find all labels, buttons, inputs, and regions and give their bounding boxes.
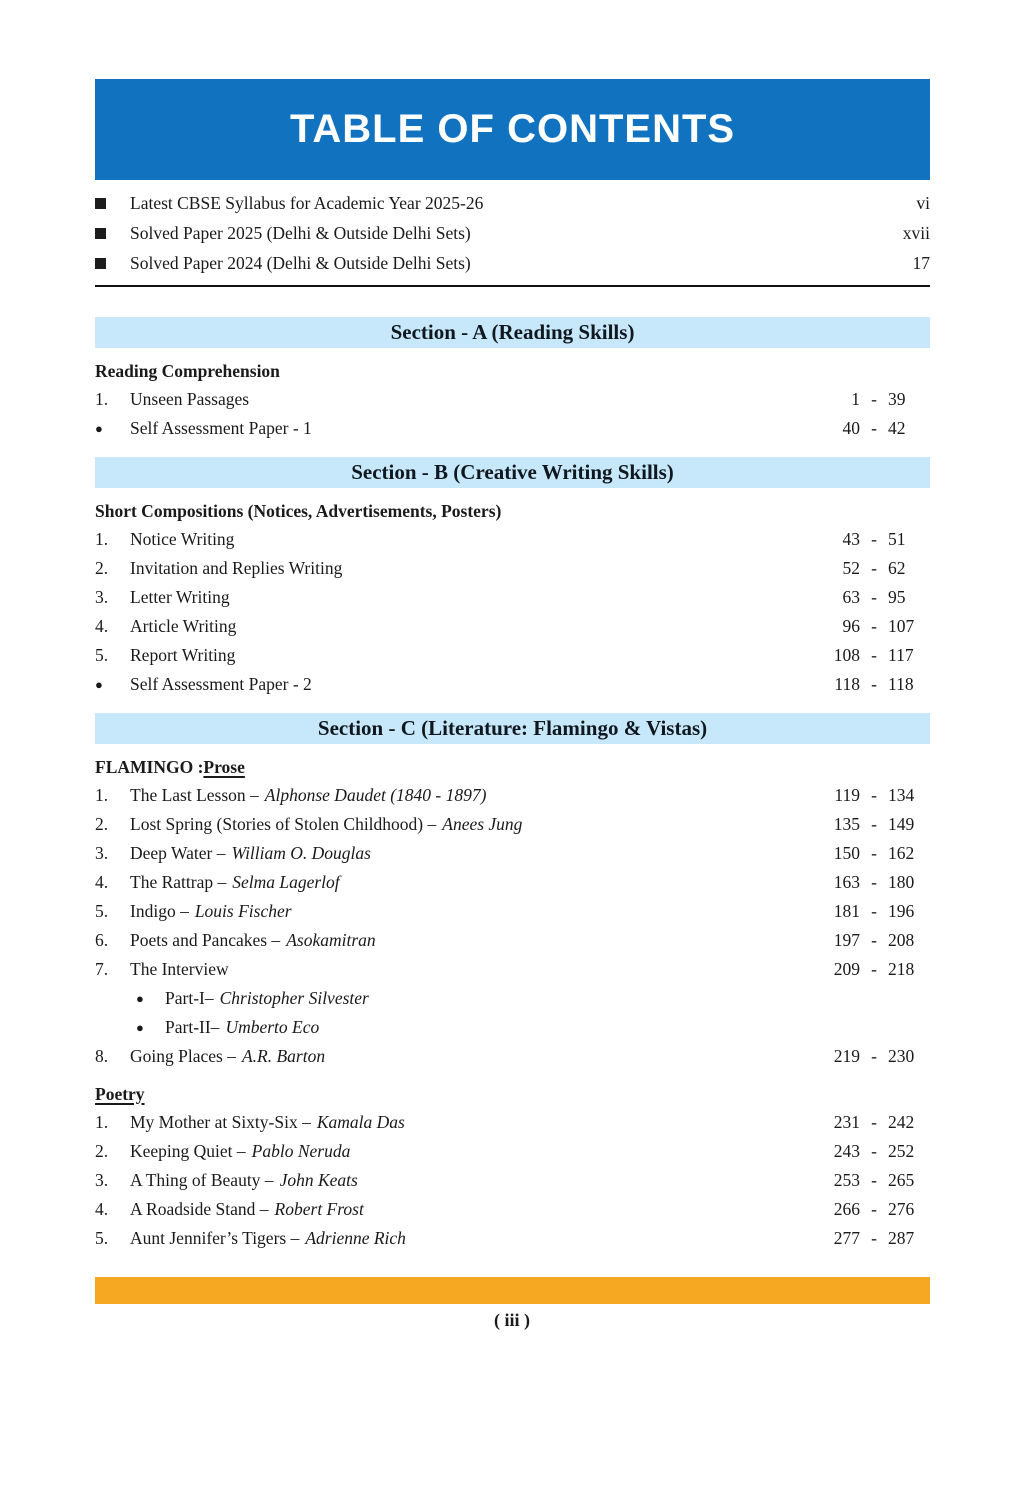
section-heading-band: Section - B (Creative Writing Skills) [95, 457, 930, 488]
item-title: The Interview [130, 959, 229, 979]
item-start-page: 277 [833, 1228, 860, 1248]
item-title: The Rattrap – [130, 872, 227, 892]
toc-item-row [95, 1195, 930, 1224]
item-marker: 2. [95, 1141, 109, 1161]
item-page-dash: - [871, 785, 877, 805]
group-subheading-text: Reading Comprehension [95, 360, 280, 381]
item-marker: 1. [95, 389, 109, 409]
item-title-area [130, 930, 816, 951]
item-author: William O. Douglas [231, 843, 371, 863]
toc-section [95, 317, 930, 443]
item-title: Part-II– [165, 1017, 220, 1037]
toc-item-row [95, 670, 930, 699]
item-title: Unseen Passages [130, 389, 250, 409]
group-subheading [95, 497, 930, 525]
item-title: Going Places – [130, 1046, 236, 1066]
item-end-page: 118 [888, 674, 914, 694]
item-marker: 2. [95, 814, 109, 834]
item-title-area [130, 558, 816, 579]
item-page-range [816, 785, 930, 806]
item-author: Anees Jung [442, 814, 523, 834]
group-subheading-text: FLAMINGO : [95, 756, 204, 777]
item-page-dash: - [871, 616, 877, 636]
item-title-area [130, 959, 816, 980]
item-author: Christopher Silvester [219, 988, 369, 1008]
item-marker: 2. [95, 558, 109, 578]
item-title: The Last Lesson – [130, 785, 259, 805]
toc-item-row [95, 414, 930, 443]
item-title: Aunt Jennifer’s Tigers – [130, 1228, 300, 1248]
toc-item-row [95, 612, 930, 641]
item-page-range [816, 674, 930, 695]
bullet-icon: ● [136, 990, 144, 1006]
item-marker: 5. [95, 645, 109, 665]
item-page-dash: - [871, 418, 877, 438]
item-title: Lost Spring (Stories of Stolen Childhood) – [130, 814, 437, 834]
item-start-page: 243 [833, 1141, 860, 1161]
toc-item-row [95, 385, 930, 414]
toc-item-row [95, 554, 930, 583]
item-page-range [816, 418, 930, 439]
item-marker: 3. [95, 587, 109, 607]
item-title-area [130, 418, 816, 439]
section-heading-band: Section - A (Reading Skills) [95, 317, 930, 348]
item-marker: 7. [95, 959, 109, 979]
item-page-dash: - [871, 645, 877, 665]
toc-item-row [95, 810, 930, 839]
section-groups [95, 357, 930, 443]
toc-item-row [95, 1042, 930, 1071]
front-matter-page-number: xvii [902, 222, 930, 243]
item-page-range [816, 872, 930, 893]
item-start-page: 108 [833, 645, 860, 665]
group-rows [95, 781, 930, 1071]
item-title: Notice Writing [130, 529, 235, 549]
item-start-page: 40 [842, 418, 860, 438]
item-title-area [130, 1199, 816, 1220]
front-matter-row [95, 188, 930, 218]
item-marker: 1. [95, 1112, 109, 1132]
front-matter-row [95, 218, 930, 248]
toc-group [95, 1080, 930, 1253]
item-page-range [816, 587, 930, 608]
item-marker: 1. [95, 529, 109, 549]
item-start-page: 119 [834, 785, 860, 805]
toc-item-row [95, 1224, 930, 1253]
front-matter-label: Solved Paper 2024 (Delhi & Outside Delhi Sets) [130, 252, 471, 273]
bullet-icon: ● [136, 1019, 144, 1035]
item-end-page: 208 [888, 930, 915, 950]
item-end-page: 180 [888, 872, 915, 892]
front-matter-label: Latest CBSE Syllabus for Academic Year 2025-26 [130, 192, 484, 213]
toc-section [95, 713, 930, 1253]
item-start-page: 1 [851, 389, 860, 409]
item-title-area [130, 529, 816, 550]
item-start-page: 209 [833, 959, 860, 979]
item-page-dash: - [871, 674, 877, 694]
item-end-page: 39 [888, 389, 906, 409]
item-marker: 5. [95, 1228, 109, 1248]
item-start-page: 181 [833, 901, 860, 921]
item-page-range [816, 1046, 930, 1067]
item-start-page: 52 [842, 558, 860, 578]
item-title: Letter Writing [130, 587, 230, 607]
footer-accent-bar [95, 1277, 930, 1304]
item-end-page: 107 [888, 616, 915, 636]
item-end-page: 242 [888, 1112, 915, 1132]
item-marker: 1. [95, 785, 109, 805]
toc-item-row [95, 641, 930, 670]
item-page-dash: - [871, 959, 877, 979]
item-page-dash: - [871, 901, 877, 921]
toc-group [95, 753, 930, 1071]
item-author: Kamala Das [316, 1112, 405, 1132]
item-start-page: 253 [833, 1170, 860, 1190]
toc-item-row [95, 1137, 930, 1166]
item-title: Keeping Quiet – [130, 1141, 246, 1161]
item-page-dash: - [871, 529, 877, 549]
group-subheading [95, 753, 930, 781]
item-end-page: 265 [888, 1170, 915, 1190]
item-title-area [165, 988, 816, 1009]
item-title: Indigo – [130, 901, 189, 921]
item-page-range [816, 1199, 930, 1220]
item-marker: 6. [95, 930, 109, 950]
item-title-area [130, 785, 816, 806]
item-marker: 3. [95, 1170, 109, 1190]
item-title: Self Assessment Paper - 2 [130, 674, 312, 694]
toc-item-row [95, 1013, 930, 1042]
square-bullet-icon [95, 228, 106, 239]
group-rows [95, 385, 930, 443]
item-page-range [816, 389, 930, 410]
item-title-area [130, 814, 816, 835]
item-page-range [816, 959, 930, 980]
item-page-range [816, 901, 930, 922]
front-matter-label: Solved Paper 2025 (Delhi & Outside Delhi Sets) [130, 222, 471, 243]
toc-item-row [95, 525, 930, 554]
item-end-page: 62 [888, 558, 906, 578]
section-groups [95, 753, 930, 1253]
item-end-page: 196 [888, 901, 915, 921]
item-title-area [130, 901, 816, 922]
toc-item-row [95, 897, 930, 926]
item-start-page: 150 [833, 843, 860, 863]
toc-page [0, 79, 1024, 1487]
item-title-area [130, 1112, 816, 1133]
item-title-area [130, 1228, 816, 1249]
sections-container [95, 317, 930, 1253]
item-end-page: 230 [888, 1046, 915, 1066]
item-end-page: 252 [888, 1141, 915, 1161]
item-end-page: 134 [888, 785, 915, 805]
footer-page-number: ( iii ) [494, 1310, 530, 1330]
group-subheading [95, 1080, 930, 1108]
item-title-area [165, 1017, 816, 1038]
item-author: Umberto Eco [225, 1017, 320, 1037]
front-matter-row [95, 248, 930, 278]
item-page-range [816, 558, 930, 579]
item-marker: 4. [95, 1199, 109, 1219]
item-end-page: 117 [888, 645, 914, 665]
item-title: Poets and Pancakes – [130, 930, 281, 950]
toc-section [95, 457, 930, 699]
toc-item-row [95, 839, 930, 868]
bullet-icon: ● [95, 420, 103, 436]
item-start-page: 266 [833, 1199, 860, 1219]
item-start-page: 118 [834, 674, 860, 694]
section-groups [95, 497, 930, 699]
item-page-dash: - [871, 587, 877, 607]
item-page-range [816, 1141, 930, 1162]
front-matter-page-number: vi [916, 192, 930, 213]
group-subheading-underlined-text: Poetry [95, 1083, 145, 1104]
item-page-dash: - [871, 1170, 877, 1190]
item-title-area [130, 872, 816, 893]
square-bullet-icon [95, 198, 106, 209]
item-page-dash: - [871, 1228, 877, 1248]
item-title-area [130, 1170, 816, 1191]
item-title-area [130, 843, 816, 864]
item-marker: 4. [95, 616, 109, 636]
group-rows [95, 1108, 930, 1253]
front-matter-page-number: 17 [912, 252, 930, 273]
toc-item-row [95, 1166, 930, 1195]
item-page-dash: - [871, 389, 877, 409]
item-marker: 3. [95, 843, 109, 863]
item-page-range [816, 1170, 930, 1191]
item-page-range [816, 529, 930, 550]
item-author: Louis Fischer [194, 901, 292, 921]
item-page-range [816, 843, 930, 864]
item-end-page: 95 [888, 587, 906, 607]
item-title-area [130, 389, 816, 410]
item-title: Part-I– [165, 988, 214, 1008]
toc-item-row [95, 926, 930, 955]
item-start-page: 135 [833, 814, 860, 834]
item-page-dash: - [871, 1112, 877, 1132]
item-end-page: 42 [888, 418, 906, 438]
item-title-area [130, 645, 816, 666]
item-start-page: 231 [833, 1112, 860, 1132]
item-author: Selma Lagerlof [232, 872, 340, 892]
item-start-page: 219 [833, 1046, 860, 1066]
toc-group [95, 357, 930, 443]
item-author: Adrienne Rich [305, 1228, 406, 1248]
item-start-page: 43 [842, 529, 860, 549]
item-marker: 4. [95, 872, 109, 892]
item-title: Article Writing [130, 616, 237, 636]
item-page-range [816, 645, 930, 666]
item-end-page: 276 [888, 1199, 915, 1219]
item-title-area [130, 616, 816, 637]
toc-item-row [95, 1108, 930, 1137]
item-page-dash: - [871, 843, 877, 863]
item-author: John Keats [279, 1170, 358, 1190]
item-title: Self Assessment Paper - 1 [130, 418, 312, 438]
toc-group [95, 497, 930, 699]
bullet-icon: ● [95, 676, 103, 692]
item-end-page: 162 [888, 843, 915, 863]
item-author: A.R. Barton [241, 1046, 326, 1066]
item-page-dash: - [871, 814, 877, 834]
page-title: TABLE OF CONTENTS [289, 107, 736, 151]
toc-item-row [95, 781, 930, 810]
item-title-area [130, 1046, 816, 1067]
item-end-page: 287 [888, 1228, 915, 1248]
item-page-range [816, 930, 930, 951]
item-title-area [130, 674, 816, 695]
item-start-page: 96 [842, 616, 860, 636]
group-subheading-text: Short Compositions (Notices, Advertisements, Posters) [95, 500, 502, 521]
item-author: Asokamitran [286, 930, 376, 950]
item-end-page: 51 [888, 529, 906, 549]
item-page-dash: - [871, 872, 877, 892]
item-page-dash: - [871, 1046, 877, 1066]
square-bullet-icon [95, 258, 106, 269]
toc-item-row [95, 955, 930, 984]
item-start-page: 163 [833, 872, 860, 892]
page-title-banner [95, 79, 930, 180]
item-page-range [816, 1228, 930, 1249]
group-rows [95, 525, 930, 699]
item-page-dash: - [871, 1199, 877, 1219]
item-end-page: 149 [888, 814, 915, 834]
item-author: Alphonse Daudet (1840 - 1897) [264, 785, 487, 805]
divider-rule [95, 285, 930, 287]
item-marker: 5. [95, 901, 109, 921]
item-author: Robert Frost [274, 1199, 364, 1219]
item-page-range [816, 814, 930, 835]
item-title: Report Writing [130, 645, 236, 665]
item-title: A Roadside Stand – [130, 1199, 269, 1219]
item-page-dash: - [871, 930, 877, 950]
item-page-dash: - [871, 558, 877, 578]
toc-item-row [95, 868, 930, 897]
front-matter-list [95, 188, 930, 278]
item-title: Invitation and Replies Writing [130, 558, 343, 578]
toc-item-row [95, 984, 930, 1013]
item-title: A Thing of Beauty – [130, 1170, 274, 1190]
item-end-page: 218 [888, 959, 915, 979]
item-page-dash: - [871, 1141, 877, 1161]
item-start-page: 197 [833, 930, 860, 950]
item-title-area [130, 1141, 816, 1162]
item-page-range [816, 616, 930, 637]
item-marker: 8. [95, 1046, 109, 1066]
item-title-area [130, 587, 816, 608]
item-page-range [816, 1112, 930, 1133]
item-title: Deep Water – [130, 843, 226, 863]
item-author: Pablo Neruda [251, 1141, 351, 1161]
group-subheading-underlined-text: Prose [203, 756, 245, 777]
item-title: My Mother at Sixty-Six – [130, 1112, 311, 1132]
toc-item-row [95, 583, 930, 612]
item-start-page: 63 [842, 587, 860, 607]
group-subheading [95, 357, 930, 385]
section-heading-band: Section - C (Literature: Flamingo & Vistas) [95, 713, 930, 744]
